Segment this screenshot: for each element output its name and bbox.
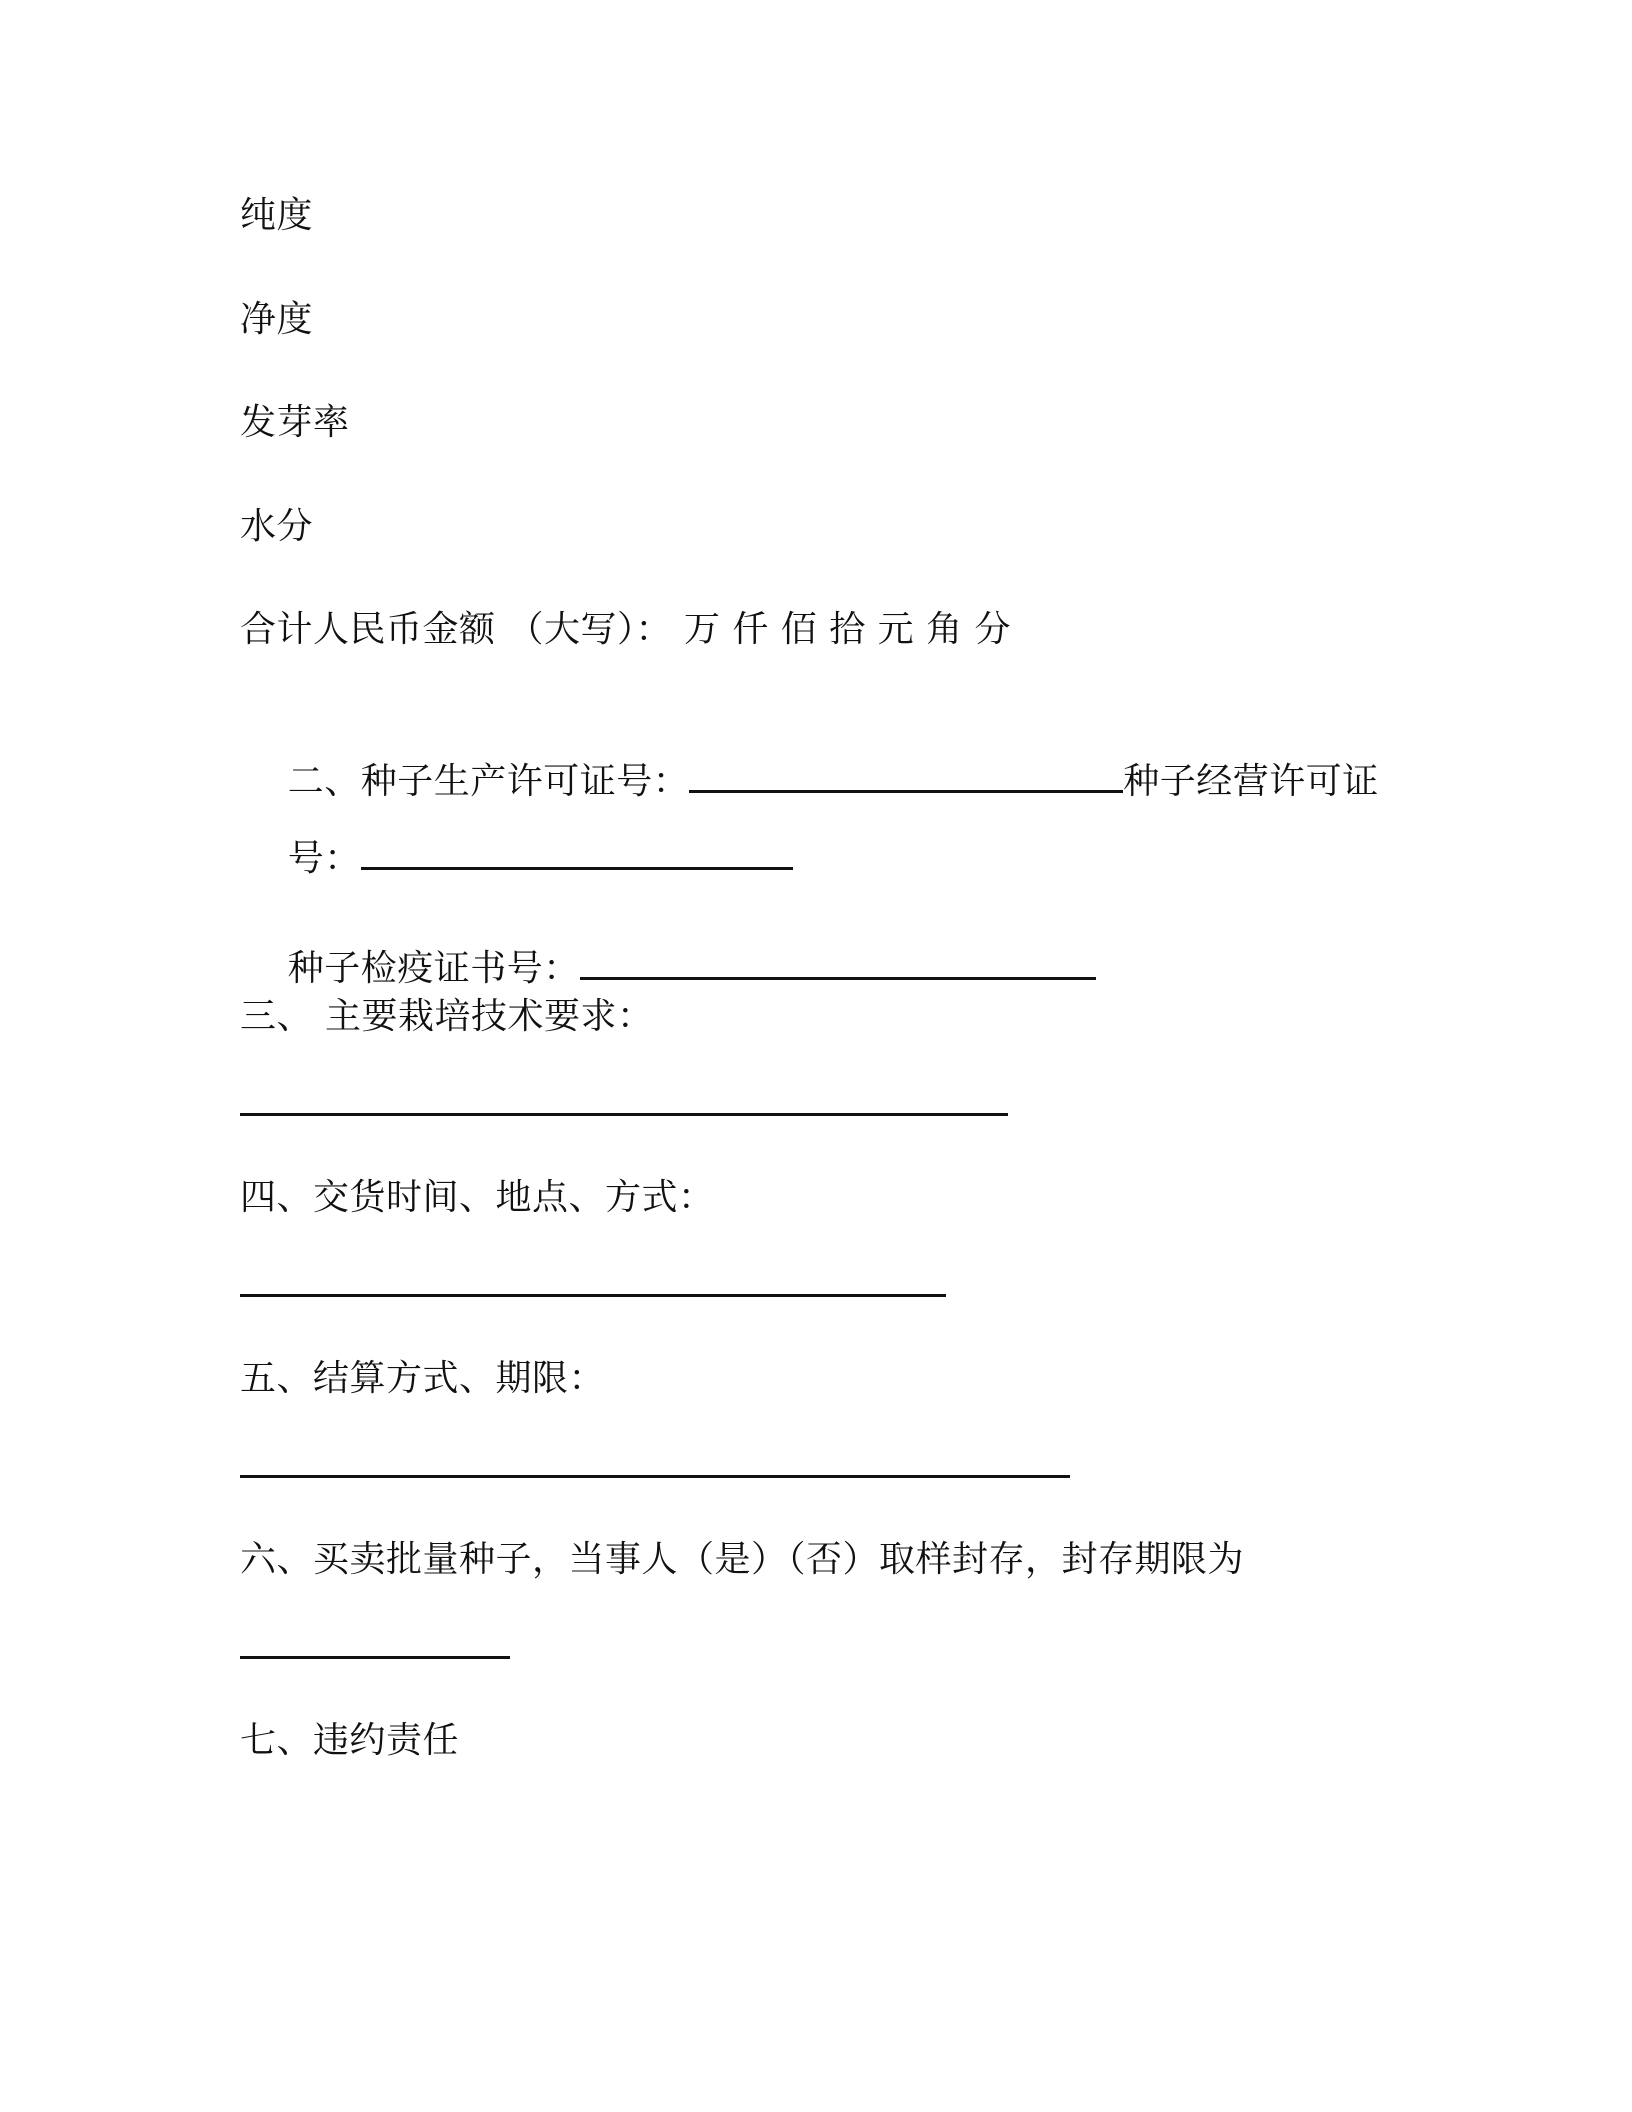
germination-rate-label: 发芽率 [240,402,350,443]
moisture-label: 水分 [240,506,314,547]
business-license-label-cont: 号： [287,838,361,879]
section-3-blank[interactable] [240,1113,1008,1116]
quarantine-certificate-blank[interactable] [580,947,1096,980]
section-4-heading: 四、交货时间、地点、方式： [240,1177,715,1218]
section-6-heading: 六、买卖批量种子，当事人（是）（否）取样封存，封存期限为 [240,1539,1245,1580]
section-5-heading: 五、结算方式、期限： [240,1358,606,1399]
section-6-blank[interactable] [240,1656,510,1659]
section-4-blank[interactable] [240,1294,946,1297]
purity-label: 纯度 [240,195,314,236]
quarantine-certificate-label: 种子检疫证书号： [287,948,580,989]
production-license-label: 二、种子生产许可证号： [287,761,690,802]
business-license-blank[interactable] [361,837,793,870]
total-amount-line: 合计人民币金额 （大写）： 万 仟 佰 拾 元 角 分 [240,609,1012,650]
section-3-heading: 三、 主要栽培技术要求： [240,996,654,1037]
section-7-heading: 七、违约责任 [240,1720,460,1761]
section-5-blank[interactable] [240,1475,1070,1478]
business-license-label: 种子经营许可证 [1123,761,1379,802]
cleanliness-label: 净度 [240,299,314,340]
